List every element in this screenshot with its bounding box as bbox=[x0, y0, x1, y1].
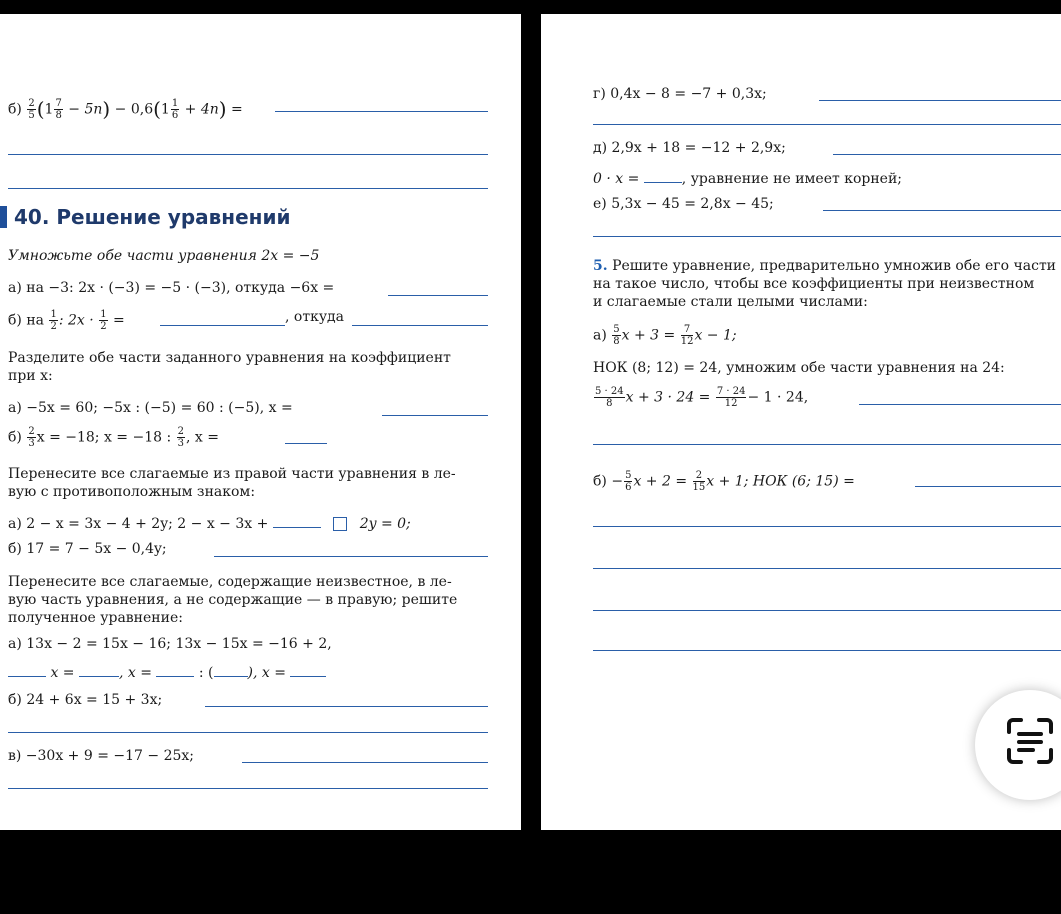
solve-c: в) −30x + 9 = −17 − 25x; bbox=[8, 748, 195, 764]
answer-line[interactable] bbox=[593, 124, 1061, 125]
fraction-2-5: $\frac{2}{5}$ bbox=[28, 98, 35, 121]
answer-line[interactable] bbox=[593, 650, 1061, 651]
task5-line2: на такое число, чтобы все коэффициенты при неизвестном bbox=[593, 276, 1035, 292]
answer-line[interactable] bbox=[8, 188, 488, 189]
multiply-a: а) на −3: 2x · (−3) = −5 · (−3), откуда −6x = bbox=[8, 280, 335, 296]
solve-intro-1: Перенесите все слагаемые, содержащие неизвестное, в ле- bbox=[8, 574, 452, 590]
transfer-a: а) 2 − x = 3x − 4 + 2y; 2 − x − 3x + 2y = 0; bbox=[8, 516, 411, 532]
answer-blank[interactable] bbox=[273, 515, 321, 528]
answer-line[interactable] bbox=[833, 154, 1061, 155]
answer-blank[interactable] bbox=[214, 664, 248, 677]
task5-nok: НОК (8; 12) = 24, умножим обе части уравнения на 24: bbox=[593, 360, 1005, 376]
fraction-1-6: $\frac{1}{6}$ bbox=[171, 98, 179, 121]
answer-line[interactable] bbox=[823, 210, 1061, 211]
transfer-b: б) 17 = 7 − 5x − 0,4y; bbox=[8, 541, 167, 557]
answer-line[interactable] bbox=[593, 526, 1061, 527]
answer-line[interactable] bbox=[819, 100, 1061, 101]
answer-line[interactable] bbox=[8, 788, 488, 789]
solve-a: а) 13x − 2 = 15x − 16; 13x − 15x = −16 + 2, bbox=[8, 636, 332, 652]
item-label: б) bbox=[8, 101, 22, 118]
answer-line[interactable] bbox=[214, 556, 488, 557]
right-workbook-page bbox=[541, 14, 1061, 830]
task5-multiplied: $\frac{5 \cdot 24}{8}$ x + 3 · 24 = $\frac{7 \cdot 24}{12}$ − 1 · 24, bbox=[595, 386, 809, 409]
divide-a: а) −5x = 60; −5x : (−5) = 60 : (−5), x = bbox=[8, 400, 293, 416]
multiply-b-otkuda: , откуда bbox=[285, 309, 345, 325]
answer-blank[interactable] bbox=[8, 664, 46, 677]
sign-box[interactable] bbox=[333, 517, 347, 531]
divide-intro-1: Разделите обе части заданного уравнения на коэффициент bbox=[8, 350, 451, 366]
section-marker bbox=[0, 206, 7, 228]
answer-line[interactable] bbox=[8, 732, 488, 733]
answer-line[interactable] bbox=[382, 415, 488, 416]
left-workbook-page bbox=[0, 14, 521, 830]
answer-blank[interactable] bbox=[644, 170, 682, 183]
multiply-intro: Умножьте обе части уравнения 2x = −5 bbox=[8, 248, 320, 264]
answer-blank[interactable] bbox=[290, 664, 326, 677]
solve-b: б) 24 + 6x = 15 + 3x; bbox=[8, 692, 163, 708]
answer-line[interactable] bbox=[242, 762, 488, 763]
answer-line[interactable] bbox=[352, 325, 488, 326]
answer-line[interactable] bbox=[160, 325, 285, 326]
task5-line1: 5. Решите уравнение, предварительно умножив обе его части bbox=[593, 258, 1057, 274]
transfer-intro-2: вую с противоположным знаком: bbox=[8, 484, 256, 500]
expression-b: б) $\frac{2}{5}$ (1 $\frac{7}{8}$ − 5n) − 0,6(1 $\frac{1}{6}$ + 4n) = bbox=[8, 97, 243, 121]
task5-a: а) $\frac{5}{8}$ x + 3 = $\frac{7}{12}$ x − 1; bbox=[593, 324, 737, 347]
answer-line[interactable] bbox=[593, 610, 1061, 611]
answer-blank[interactable] bbox=[156, 664, 194, 677]
equation-d: д) 2,9x + 18 = −12 + 2,9x; bbox=[593, 140, 786, 156]
answer-line[interactable] bbox=[593, 444, 1061, 445]
equation-g: г) 0,4x − 8 = −7 + 0,3x; bbox=[593, 86, 767, 102]
answer-line[interactable] bbox=[275, 111, 488, 112]
divide-intro-2: при x: bbox=[8, 368, 53, 384]
solve-intro-2: вую часть уравнения, а не содержащие — в правую; решите bbox=[8, 592, 458, 608]
solve-intro-3: полученное уравнение: bbox=[8, 610, 183, 626]
answer-line[interactable] bbox=[285, 443, 327, 444]
answer-line[interactable] bbox=[205, 706, 488, 707]
solve-a-steps: x = , x = : ( ), x = bbox=[8, 664, 326, 682]
task5-b: б) − $\frac{5}{6}$ x + 2 = $\frac{2}{15}$ x + 1; НОК (6; 15) = bbox=[593, 470, 855, 493]
task5-line3: и слагаемые стали целыми числами: bbox=[593, 294, 868, 310]
section-title: 40. Решение уравнений bbox=[14, 205, 291, 229]
answer-line[interactable] bbox=[8, 154, 488, 155]
fraction-7-8: $\frac{7}{8}$ bbox=[55, 98, 62, 121]
text-scan-icon bbox=[1005, 716, 1055, 766]
answer-line[interactable] bbox=[593, 568, 1061, 569]
multiply-b: б) на $\frac{1}{2}$ : 2x · $\frac{1}{2}$ = bbox=[8, 309, 125, 332]
transfer-intro-1: Перенесите все слагаемые из правой части уравнения в ле- bbox=[8, 466, 456, 482]
answer-blank[interactable] bbox=[79, 664, 119, 677]
answer-line[interactable] bbox=[915, 486, 1061, 487]
answer-line[interactable] bbox=[593, 236, 1061, 237]
equation-e: е) 5,3x − 45 = 2,8x − 45; bbox=[593, 196, 774, 212]
answer-line[interactable] bbox=[859, 404, 1061, 405]
answer-line[interactable] bbox=[388, 295, 488, 296]
equation-d-conclusion: 0 · x = , уравнение не имеет корней; bbox=[593, 171, 902, 187]
divide-b: б) $\frac{2}{3}$ x = −18; x = −18 : $\frac{2}{3}$ , x = bbox=[8, 426, 220, 449]
